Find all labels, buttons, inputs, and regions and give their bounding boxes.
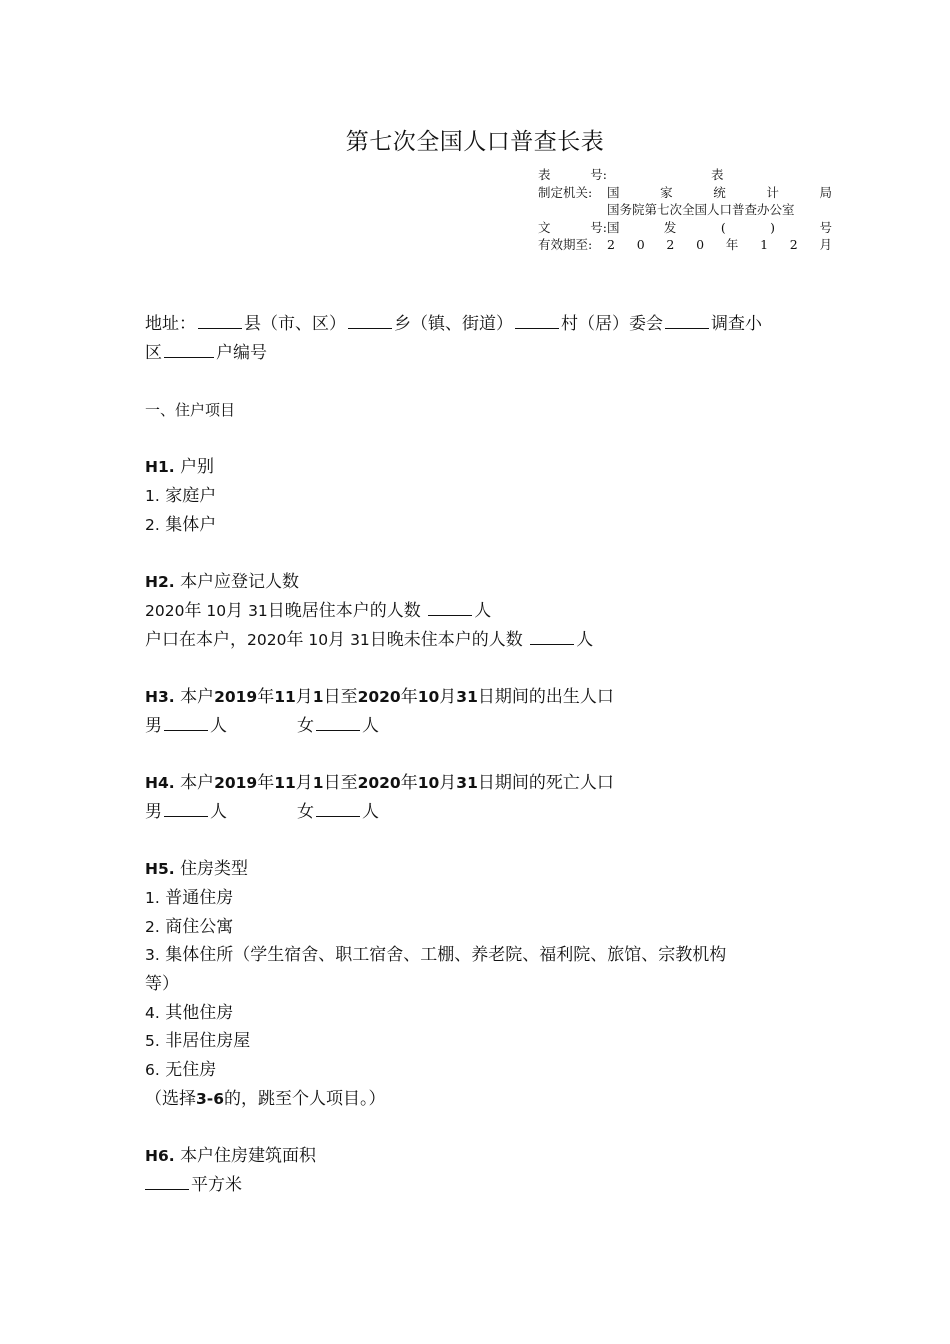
h4-deaths-line: 男 人 女 人	[145, 798, 815, 827]
meta-authority-2: 国务院第七次全国人口普查办公室	[607, 202, 795, 217]
option-h5-5[interactable]: 5. 非居住房屋	[145, 1031, 251, 1052]
h6-area-line: 平方米	[145, 1171, 815, 1200]
option-h5-2[interactable]: 2. 商住公寓	[145, 916, 234, 937]
form-meta-block	[538, 166, 832, 254]
meta-authority: 制定机关: 国 家 统 计 局	[538, 184, 832, 200]
meta-valid-until: 有效期至: 2 0 2 0 年 1 2 月	[538, 237, 832, 252]
question-h5-title: H5. 住房类型	[145, 859, 249, 880]
question-h6-title: H6. 本户住房建筑面积	[145, 1146, 317, 1167]
h5-skip-note: （选择3-6的，跳至个人项目。）	[145, 1088, 386, 1109]
address-line-1: 地址： 县（市、区） 乡（镇、街道） 村（居）委会 调查小	[145, 310, 815, 339]
option-h5-1[interactable]: 1. 普通住房	[145, 887, 234, 908]
form-body	[145, 310, 815, 1200]
question-h2-title: H2. 本户应登记人数	[145, 572, 300, 593]
question-h3-title: H3. 本户2019年11月1日至2020年10月31日期间的出生人口	[145, 687, 614, 708]
question-h4-title: H4. 本户2019年11月1日至2020年10月31日期间的死亡人口	[145, 773, 614, 794]
h2-resident-count-line: 2020年 10月 31日晚居住本户的人数 人	[145, 597, 815, 626]
option-h1-2[interactable]: 2. 集体户	[145, 514, 217, 535]
option-h5-4[interactable]: 4. 其他住房	[145, 1002, 234, 1023]
h2-absent-count-blank[interactable]	[530, 626, 574, 645]
county-blank[interactable]	[198, 310, 242, 329]
h6-area-blank[interactable]	[145, 1171, 189, 1190]
meta-document-number: 文 号: 国 发 ( ) 号	[538, 219, 832, 235]
section-heading-household: 一、住户项目	[145, 401, 236, 420]
h3-female-births-blank[interactable]	[316, 712, 360, 731]
h3-births-line: 男 人 女 人	[145, 712, 815, 741]
h2-absent-count-line: 户口在本户，2020年 10月 31日晚未住本户的人数 人	[145, 626, 815, 655]
h4-female-deaths-blank[interactable]	[316, 798, 360, 817]
page-title: 第七次全国人口普查长表	[345, 129, 605, 155]
town-blank[interactable]	[348, 310, 392, 329]
meta-form-number-value: 表	[711, 167, 724, 182]
h3-male-births-blank[interactable]	[164, 712, 208, 731]
question-h1-title: H1. 户别	[145, 457, 215, 478]
option-h5-3[interactable]: 3. 集体住所（学生宿舍、职工宿舍、工棚、养老院、福利院、旅馆、宗教机构	[145, 945, 727, 966]
address-line-2: 区 户编号	[145, 339, 815, 368]
meta-form-number: 表 号: 表	[538, 167, 724, 182]
h4-male-deaths-blank[interactable]	[164, 798, 208, 817]
option-h1-1[interactable]: 1. 家庭户	[145, 486, 217, 507]
household-number-blank[interactable]	[164, 339, 214, 358]
option-h5-3-cont: 等）	[145, 974, 179, 995]
village-blank[interactable]	[515, 310, 559, 329]
h2-resident-count-blank[interactable]	[428, 597, 472, 616]
district-blank[interactable]	[665, 310, 709, 329]
option-h5-6[interactable]: 6. 无住房	[145, 1060, 217, 1081]
